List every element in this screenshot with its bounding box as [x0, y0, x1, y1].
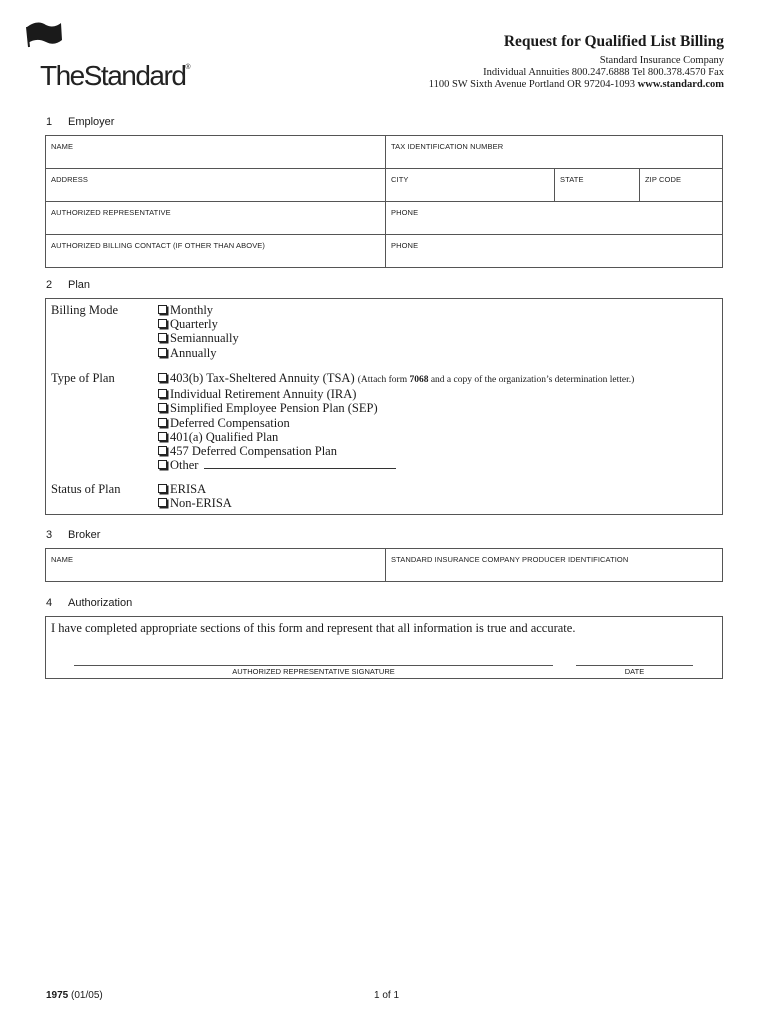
city-field[interactable] — [385, 169, 554, 201]
billing-contact-phone-field[interactable] — [385, 235, 722, 267]
checkbox-icon[interactable] — [158, 498, 167, 507]
option-403b-tsa[interactable] — [158, 371, 634, 387]
option-label: Individual Retirement Annuity (IRA) — [170, 387, 357, 402]
form-number-value: 1975 — [46, 990, 69, 1001]
option-label: 403(b) Tax-Sheltered Annuity (TSA) — [170, 371, 355, 385]
signature-label: AUTHORIZED REPRESENTATIVE SIGNATURE — [232, 667, 395, 676]
form-title: Request for Qualified List Billing — [503, 33, 724, 50]
employer-box — [45, 135, 723, 268]
type-of-plan-options — [158, 371, 634, 472]
option-label: Annually — [170, 345, 217, 360]
other-text-line[interactable] — [204, 459, 396, 469]
section-broker-heading — [46, 529, 100, 541]
field-label: PHONE — [391, 208, 419, 217]
status-of-plan-label: Status of Plan — [51, 482, 121, 496]
section-number: 3 — [46, 529, 53, 541]
plan-box — [45, 298, 723, 515]
option-other[interactable] — [158, 458, 634, 472]
checkbox-icon[interactable] — [158, 446, 167, 455]
brand-logo — [40, 60, 191, 92]
producer-id-field[interactable] — [385, 549, 722, 581]
form-date: (01/05) — [68, 990, 103, 1001]
billing-mode-label: Billing Mode — [51, 303, 119, 317]
contact-numbers: Individual Annuities 800.247.6888 Tel 800.378.4570 Fax — [483, 67, 724, 78]
option-deferred-compensation[interactable] — [158, 416, 634, 430]
address-text: 1100 SW Sixth Avenue Portland OR 97204-1093 — [428, 79, 638, 90]
option-label: ERISA — [170, 482, 207, 496]
page-number: 1 of 1 — [374, 990, 400, 1001]
option-semiannually[interactable] — [158, 331, 239, 345]
status-of-plan-options — [158, 482, 232, 510]
checkbox-icon[interactable] — [158, 432, 167, 441]
section-title: Broker — [68, 529, 101, 541]
logo-registered: ® — [185, 64, 191, 71]
option-label: 457 Deferred Compensation Plan — [170, 444, 337, 459]
employer-row-billing-contact — [46, 234, 722, 267]
note-text: and a copy of the organization’s determination letter.) — [428, 375, 635, 385]
field-label: PHONE — [391, 241, 419, 250]
date-field[interactable] — [576, 665, 693, 676]
state-field[interactable] — [554, 169, 639, 201]
checkbox-icon[interactable] — [158, 333, 167, 342]
field-label: ZIP CODE — [645, 175, 682, 184]
option-quarterly[interactable] — [158, 317, 239, 331]
section-employer-heading — [46, 116, 114, 128]
broker-row — [46, 549, 722, 581]
section-plan-heading — [46, 279, 90, 291]
section-number: 2 — [46, 279, 53, 291]
option-non-erisa[interactable] — [158, 496, 232, 510]
logo-standard: Standard — [83, 60, 186, 91]
broker-box — [45, 548, 723, 582]
flag-logo-icon — [26, 20, 64, 48]
field-label: AUTHORIZED REPRESENTATIVE — [51, 208, 171, 217]
field-label: NAME — [51, 142, 74, 151]
date-label: DATE — [624, 667, 645, 676]
checkbox-icon[interactable] — [158, 319, 167, 328]
billing-contact-field[interactable] — [46, 235, 385, 267]
option-ira[interactable] — [158, 387, 634, 401]
field-label: STANDARD INSURANCE COMPANY PRODUCER IDENTIFICATION — [391, 555, 629, 564]
checkbox-icon[interactable] — [158, 389, 167, 398]
checkbox-icon[interactable] — [158, 403, 167, 412]
section-authorization-heading — [46, 597, 132, 609]
form-number — [46, 990, 103, 1001]
note-text: (Attach form — [357, 375, 410, 385]
employer-address-field[interactable] — [46, 169, 385, 201]
field-label: AUTHORIZED BILLING CONTACT (IF OTHER THAN ABOVE) — [51, 241, 265, 250]
company-name: Standard Insurance Company — [599, 55, 724, 66]
field-label: CITY — [391, 175, 409, 184]
section-title: Employer — [68, 116, 115, 128]
website-link[interactable]: www.standard.com — [637, 79, 724, 90]
employer-name-field[interactable] — [46, 136, 385, 168]
billing-mode-options — [158, 303, 239, 360]
option-label: Simplified Employee Pension Plan (SEP) — [170, 401, 378, 416]
section-title: Plan — [68, 279, 91, 291]
option-label: 401(a) Qualified Plan — [170, 429, 279, 444]
note-form-number: 7068 — [409, 375, 429, 385]
option-label: Non-ERISA — [170, 496, 232, 511]
field-label: NAME — [51, 555, 74, 564]
section-title: Authorization — [68, 597, 133, 609]
option-label: Semiannually — [170, 331, 239, 346]
employer-row-representative — [46, 201, 722, 234]
checkbox-icon[interactable] — [158, 348, 167, 357]
field-label: ADDRESS — [51, 175, 88, 184]
employer-row-address — [46, 168, 722, 201]
checkbox-icon[interactable] — [158, 305, 167, 314]
logo-the: The — [40, 60, 84, 91]
authorization-statement: I have completed appropriate sections of this form and represent that all information is true and accurate. — [51, 621, 576, 635]
option-457[interactable] — [158, 444, 634, 458]
company-address — [429, 79, 724, 90]
checkbox-icon[interactable] — [158, 418, 167, 427]
field-label: TAX IDENTIFICATION NUMBER — [391, 142, 504, 151]
field-label: STATE — [560, 175, 584, 184]
authorization-box — [45, 616, 723, 679]
representative-phone-field[interactable] — [385, 202, 722, 234]
signature-field[interactable] — [74, 665, 553, 676]
option-monthly[interactable] — [158, 303, 239, 317]
checkbox-icon[interactable] — [158, 484, 167, 493]
option-annually[interactable] — [158, 346, 239, 360]
option-erisa[interactable] — [158, 482, 232, 496]
section-number: 4 — [46, 597, 53, 609]
zip-code-field[interactable] — [639, 169, 722, 201]
tsa-note — [358, 375, 635, 385]
type-of-plan-label: Type of Plan — [51, 371, 115, 385]
broker-name-field[interactable] — [46, 549, 385, 581]
tax-id-field[interactable] — [385, 136, 722, 168]
option-label: Monthly — [170, 303, 214, 317]
section-number: 1 — [46, 116, 53, 128]
employer-row-name — [46, 136, 722, 168]
option-401a[interactable] — [158, 430, 634, 444]
option-label: Other — [170, 458, 199, 473]
checkbox-icon[interactable] — [158, 373, 167, 382]
checkbox-icon[interactable] — [158, 460, 167, 469]
option-sep[interactable] — [158, 401, 634, 415]
option-label: Quarterly — [170, 317, 218, 332]
authorized-representative-field[interactable] — [46, 202, 385, 234]
option-label: Deferred Compensation — [170, 415, 290, 430]
